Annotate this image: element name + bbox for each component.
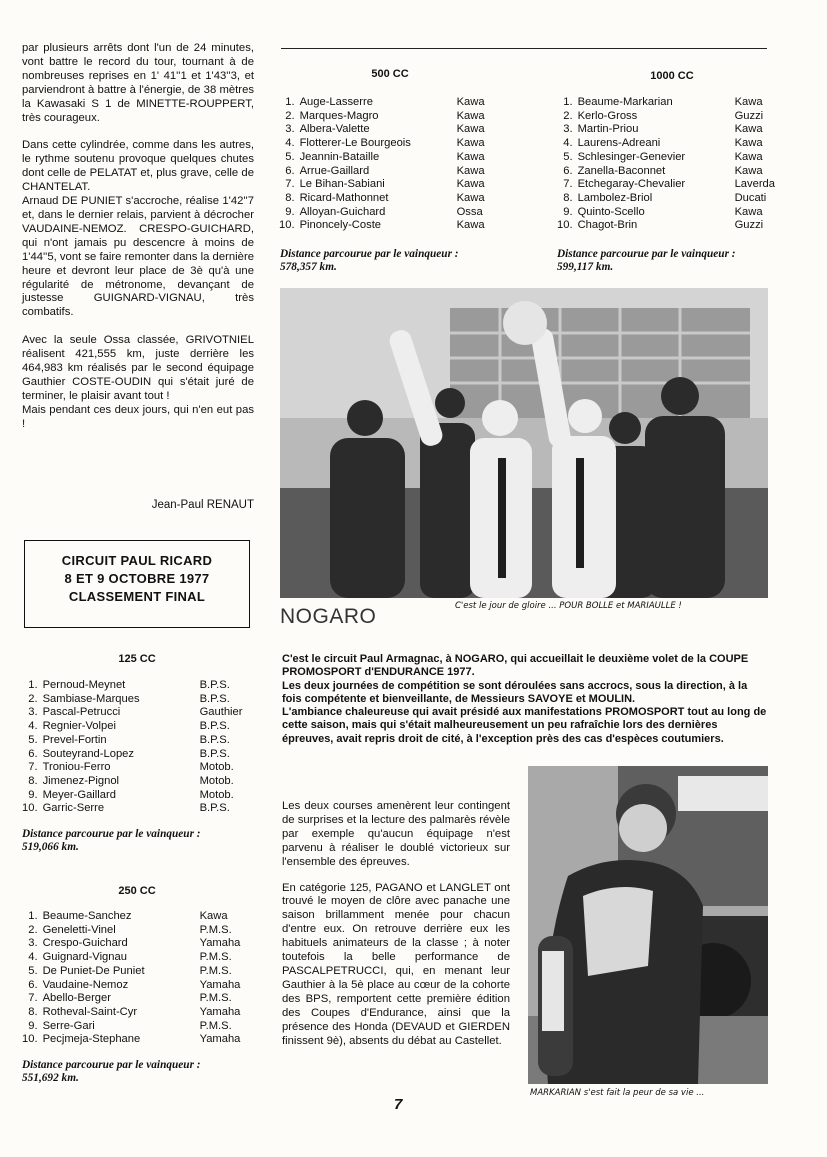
make-cell: Yamaha [199, 978, 241, 991]
box-title-classement: CLASSEMENT FINAL [68, 589, 206, 604]
table-row [557, 219, 787, 233]
results-table-1000 [557, 96, 787, 233]
make-cell: B.P.S. [199, 802, 230, 815]
table-row [279, 151, 517, 165]
make-cell: Kawa [456, 137, 485, 150]
table-row [22, 748, 260, 762]
team-cell: Alloyan-Guichard [299, 205, 386, 218]
photo-podium-illustration [280, 288, 768, 598]
position-cell: 6. [563, 164, 573, 177]
team-cell: Quinto-Scello [577, 205, 645, 218]
make-cell: Yamaha [199, 1033, 241, 1046]
position-cell: 10. [22, 802, 38, 815]
distance-value: 578,357 km. [280, 261, 337, 273]
distance-label: Distance parcourue par le vainqueur : [22, 1059, 201, 1071]
team-cell: Jeannin-Bataille [299, 150, 380, 163]
table-row [279, 165, 517, 179]
position-cell: 6. [285, 164, 295, 177]
class-500-title: 500 CC [371, 68, 409, 80]
make-cell: Ossa [456, 205, 483, 218]
position-cell: 1. [28, 910, 38, 922]
team-cell: Chagot-Brin [577, 219, 638, 232]
position-cell: 7. [563, 178, 573, 191]
table-row [22, 924, 260, 938]
team-cell: Serre-Gari [42, 1019, 95, 1032]
box-title-circuit: CIRCUIT PAUL RICARD [61, 553, 213, 568]
make-cell: Motob. [199, 761, 234, 774]
team-cell: Troniou-Ferro [42, 761, 111, 774]
make-cell: Kawa [456, 178, 485, 191]
make-cell: Kawa [734, 96, 763, 108]
table-row [22, 910, 260, 924]
team-cell: Vaudaine-Nemoz [42, 978, 129, 991]
section-label-nogaro: NOGARO [280, 605, 377, 628]
make-cell: Kawa [734, 123, 763, 136]
position-cell: 2. [563, 109, 573, 122]
table-row [22, 761, 260, 775]
team-cell: Laurens-Adreani [577, 137, 661, 150]
make-cell: Kawa [734, 137, 763, 150]
table-row [22, 1033, 260, 1047]
table-row [22, 937, 260, 951]
make-cell: Kawa [456, 219, 485, 232]
make-cell: P.M.S. [199, 923, 232, 936]
team-cell: Geneletti-Vinel [42, 923, 116, 936]
intro-text: C'est le circuit Paul Armagnac, à NOGARO, qui accueillait le deuxième volet de la COUPE PROMOSPORT d'ENDURANCE 1977. Les deux journées de compétition se sont déroulées sans accrocs, sous la direction, à la fois compétente et bienveillante, de Messieurs SAVOYE et MOULIN. L'ambiance chaleureuse qui avait présidé aux manifestations PROMOSPORT tout au long de cette saison, mais qui s'était malheureusement un peu rafraîchie lors des dernières épreuves, avait repris droit de cité, à l'exception près des cas d'espèces coutumiers. [282, 653, 767, 745]
box-title-date: 8 ET 9 OCTOBRE 1977 [64, 571, 210, 586]
paragraph: par plusieurs arrêts dont l'un de 24 minutes, vont battre le record du tour, tournant à de nombreuses reprises en 1' 41''1 et 1'43''3, et parviendront à battre à l'énergie, de 38 mètres la Kawasaki S 1 de MINETTE-ROUPPERT, très courageux. [22, 42, 254, 124]
position-cell: 7. [285, 178, 295, 191]
position-cell: 2. [285, 109, 295, 122]
team-cell: Kerlo-Gross [577, 109, 638, 122]
make-cell: Kawa [456, 164, 485, 177]
position-cell: 4. [28, 951, 38, 964]
make-cell: Kawa [456, 109, 485, 122]
table-row [22, 706, 260, 720]
table-row [22, 693, 260, 707]
top-rule [281, 48, 767, 49]
position-cell: 5. [563, 150, 573, 163]
make-cell: Kawa [456, 96, 485, 108]
team-cell: Pecjmeja-Stephane [42, 1033, 141, 1046]
make-cell: Kawa [734, 164, 763, 177]
make-cell: Yamaha [199, 1005, 241, 1018]
make-cell: Motob. [199, 774, 234, 787]
photo-podium [280, 288, 768, 598]
make-cell: B.P.S. [199, 679, 230, 691]
table-row [22, 1006, 260, 1020]
position-cell: 4. [563, 137, 573, 150]
table-row [557, 178, 787, 192]
table-row [22, 979, 260, 993]
position-cell: 3. [285, 123, 295, 136]
position-cell: 6. [28, 747, 38, 760]
position-cell: 5. [285, 150, 295, 163]
table-row [279, 206, 517, 220]
team-cell: Garric-Serre [42, 802, 105, 815]
team-cell: Guignard-Vignau [42, 951, 127, 964]
make-cell: Kawa [456, 191, 485, 204]
distance-label: Distance parcourue par le vainqueur : [280, 248, 459, 260]
team-cell: Albera-Valette [299, 123, 370, 136]
position-cell: 4. [285, 137, 295, 150]
make-cell: Laverda [734, 178, 775, 191]
team-cell: Etchegaray-Chevalier [577, 178, 686, 191]
position-cell: 7. [28, 761, 38, 774]
position-cell: 4. [28, 720, 38, 733]
table-row [22, 734, 260, 748]
make-cell: P.M.S. [199, 1019, 232, 1032]
table-row [22, 775, 260, 789]
position-cell: 1. [285, 96, 295, 108]
make-cell: Kawa [734, 150, 763, 163]
team-cell: Jimenez-Pignol [42, 774, 120, 787]
team-cell: Regnier-Volpei [42, 720, 116, 733]
make-cell: Yamaha [199, 937, 241, 950]
position-cell: 9. [28, 1019, 38, 1032]
table-row [557, 137, 787, 151]
distance-value: 519,066 km. [22, 841, 79, 853]
make-cell: Guzzi [734, 219, 764, 232]
table-row [279, 137, 517, 151]
table-row [22, 802, 260, 816]
team-cell: Crespo-Guichard [42, 937, 128, 950]
make-cell: Kawa [456, 123, 485, 136]
table-row [22, 992, 260, 1006]
table-row [557, 123, 787, 137]
team-cell: Zanella-Baconnet [577, 164, 666, 177]
table-row [22, 789, 260, 803]
table-row [22, 1020, 260, 1034]
class-125-title: 125 CC [118, 653, 156, 665]
team-cell: Prevel-Fortin [42, 733, 107, 746]
team-cell: Souteyrand-Lopez [42, 747, 134, 760]
position-cell: 1. [563, 96, 573, 108]
team-cell: De Puniet-De Puniet [42, 964, 145, 977]
photo-markarian-caption: MARKARIAN s'est fait la peur de sa vie ... [530, 1088, 705, 1098]
paragraph: Dans cette cylindrée, comme dans les autres, le rythme soutenu provoque quelques chutes dont celle de PELATAT et, plus grave, celle de CHANTELAT. Arnaud DE PUNIET s'accroche, réalise 1'42''7 et, dans le dernier relais, parvient à décrocher VAUDAINE-NEMOZ. CRESPO-GUICHARD, qui n'ont jamais pu descencre à moins de 1'44''5, vont se faire remonter dans la dernière heure et devront leur place de 3è qu'à une régularité de métronome, devançant de justesse GUIGNARD-VIGNAU, très combatifs. [22, 139, 254, 319]
team-cell: Schlesinger-Genevier [577, 150, 686, 163]
make-cell: B.P.S. [199, 747, 230, 760]
position-cell: 6. [28, 978, 38, 991]
team-cell: Pinoncely-Coste [299, 219, 382, 232]
distance-label: Distance parcourue par le vainqueur : [557, 248, 736, 260]
make-cell: B.P.S. [199, 692, 230, 705]
make-cell: Kawa [734, 205, 763, 218]
position-cell: 8. [28, 1005, 38, 1018]
team-cell: Beaume-Sanchez [42, 910, 132, 922]
team-cell: Martin-Priou [577, 123, 639, 136]
table-row [279, 219, 517, 233]
position-cell: 3. [563, 123, 573, 136]
team-cell: Lambolez-Briol [577, 191, 653, 204]
position-cell: 2. [28, 692, 38, 705]
team-cell: Rotheval-Saint-Cyr [42, 1005, 138, 1018]
make-cell: B.P.S. [199, 720, 230, 733]
position-cell: 3. [28, 937, 38, 950]
position-cell: 10. [279, 219, 295, 232]
position-cell: 3. [28, 706, 38, 719]
team-cell: Sambiase-Marques [42, 692, 140, 705]
position-cell: 2. [28, 923, 38, 936]
team-cell: Beaume-Markarian [577, 96, 673, 108]
left-column-text [22, 42, 254, 432]
table-row [279, 192, 517, 206]
team-cell: Flotterer-Le Bourgeois [299, 137, 411, 150]
distance-value: 599,117 km. [557, 261, 614, 273]
position-cell: 5. [28, 964, 38, 977]
team-cell: Abello-Berger [42, 992, 111, 1005]
table-row [279, 123, 517, 137]
distance-1000 [557, 248, 736, 274]
position-cell: 1. [28, 679, 38, 691]
make-cell: P.M.S. [199, 951, 232, 964]
team-cell: Auge-Lasserre [299, 96, 373, 108]
table-row [557, 165, 787, 179]
table-row [557, 151, 787, 165]
table-row [22, 720, 260, 734]
distance-label: Distance parcourue par le vainqueur : [22, 828, 201, 840]
position-cell: 7. [28, 992, 38, 1005]
make-cell: Kawa [456, 150, 485, 163]
table-row [557, 110, 787, 124]
make-cell: Kawa [199, 910, 228, 922]
table-row [22, 679, 260, 693]
paragraph: Avec la seule Ossa classée, GRIVOTNIEL réalisent 421,555 km, juste derrière les 464,983 km réalisés par le second équipage Gauthier COSTE-OUDIN qui s'était juré de terminer, le plaisir avant tout ! Mais pendant ces deux jours, qui n'en eut pas ! [22, 334, 254, 430]
position-cell: 9. [285, 205, 295, 218]
team-cell: Ricard-Mathonnet [299, 191, 389, 204]
make-cell: Motob. [199, 788, 234, 801]
distance-500 [280, 248, 459, 274]
team-cell: Meyer-Gaillard [42, 788, 116, 801]
position-cell: 8. [563, 191, 573, 204]
author-signature: Jean-Paul RENAUT [151, 499, 254, 511]
results-table-500 [279, 96, 517, 233]
position-cell: 8. [28, 774, 38, 787]
position-cell: 10. [557, 219, 573, 232]
make-cell: Guzzi [734, 109, 764, 122]
table-row [557, 96, 787, 110]
team-cell: Arrue-Gaillard [299, 164, 370, 177]
photo-markarian [528, 766, 768, 1084]
team-cell: Pernoud-Meynet [42, 679, 126, 691]
make-cell: Gauthier [199, 706, 243, 719]
table-row [557, 192, 787, 206]
make-cell: Ducati [734, 191, 767, 204]
table-row [557, 206, 787, 220]
distance-125 [22, 828, 201, 854]
paragraph: En catégorie 125, PAGANO et LANGLET ont trouvé le moyen de clôre avec panache une saison brillamment menée pour chacun d'entre eux. On retrouve derrière eux les habituels animateurs de la classe ; à noter toutefois la belle performance de PASCALPETRUCCI, qui, en menant leur Gauthier à la 5è place au cœur de la cohorte des BPS, remportent cette première édition des Coupes d'Endurance, ainsi que la présence des Honda (DEVAUD et GIERDEN finissent 9è), absents du débat au Castellet. [282, 881, 510, 1047]
table-row [22, 951, 260, 965]
results-table-125 [22, 679, 260, 816]
table-row [279, 110, 517, 124]
table-row [22, 965, 260, 979]
results-title-box [24, 540, 250, 628]
table-row [279, 178, 517, 192]
team-cell: Le Bihan-Sabiani [299, 178, 385, 191]
class-250-title: 250 CC [118, 885, 156, 897]
team-cell: Pascal-Petrucci [42, 706, 121, 719]
position-cell: 9. [28, 788, 38, 801]
position-cell: 10. [22, 1033, 38, 1046]
make-cell: P.M.S. [199, 992, 232, 1005]
page-number: 7 [394, 1096, 403, 1113]
position-cell: 9. [563, 205, 573, 218]
make-cell: B.P.S. [199, 733, 230, 746]
team-cell: Marques-Magro [299, 109, 379, 122]
table-row [279, 96, 517, 110]
distance-value: 551,692 km. [22, 1072, 79, 1084]
paragraph: Les deux courses amenèrent leur contingent de surprises et la lecture des palmarès révèle par exemple qu'aucun équipage n'est parvenu à réaliser le doublé victorieux sur l'ensemble des épreuves. [282, 800, 510, 868]
photo-podium-caption: C'est le jour de gloire ... POUR BOLLE et MARIAULLE ! [455, 601, 682, 611]
position-cell: 8. [285, 191, 295, 204]
results-table-250 [22, 910, 260, 1047]
position-cell: 5. [28, 733, 38, 746]
distance-250 [22, 1059, 201, 1085]
make-cell: P.M.S. [199, 964, 232, 977]
class-1000-title: 1000 CC [650, 70, 694, 82]
middle-column-text [282, 800, 510, 1048]
photo-markarian-illustration [528, 766, 768, 1084]
